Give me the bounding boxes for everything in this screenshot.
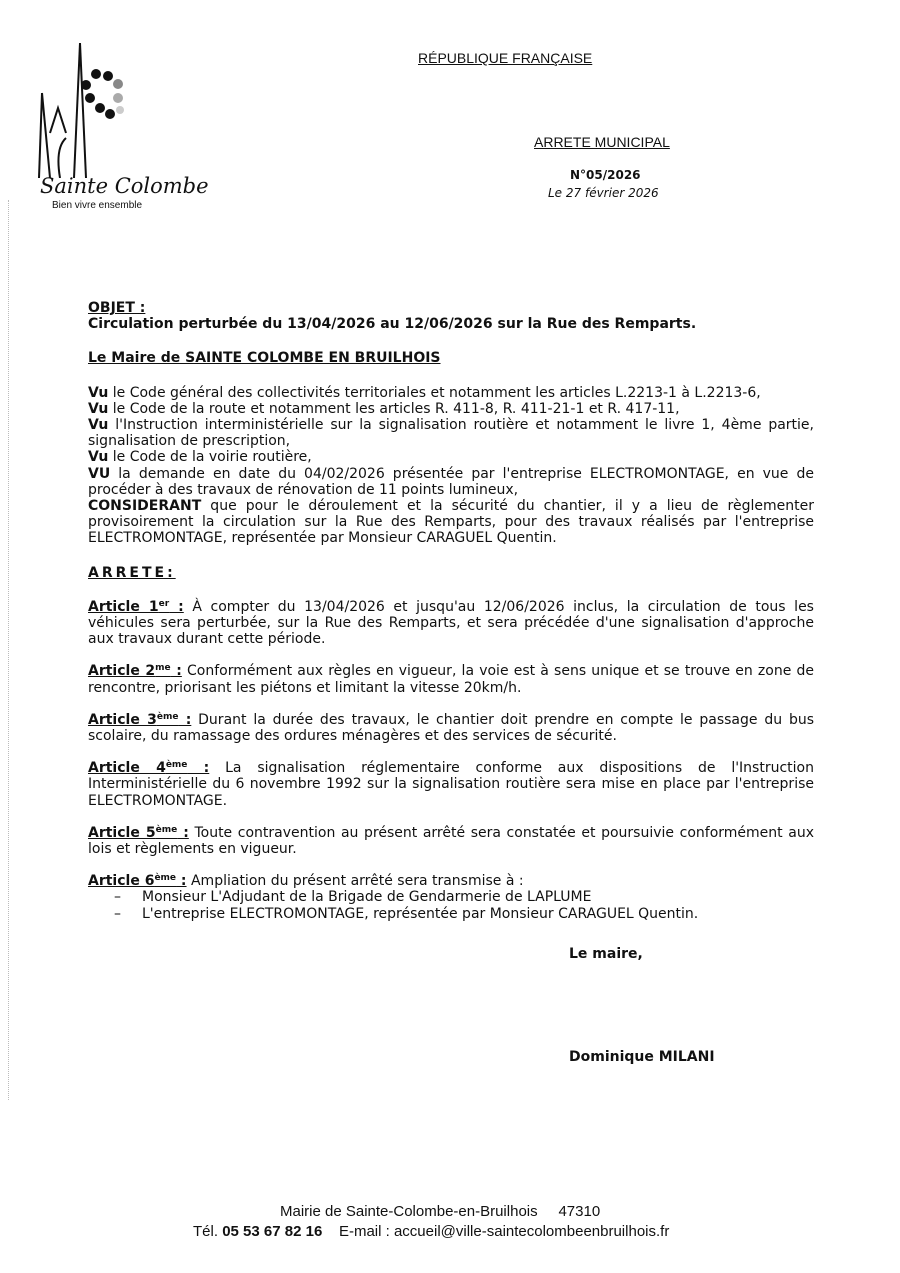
logo-name: Sainte Colombe bbox=[40, 174, 209, 198]
article-4 bbox=[88, 760, 814, 809]
visa-lead: Vu bbox=[88, 449, 109, 466]
document-body bbox=[88, 300, 814, 922]
scan-edge-line bbox=[8, 200, 10, 1100]
article-text: Toute contravention au présent arrêté sera constatée et poursuivie conformément aux lois et règlements en vigueur. bbox=[88, 824, 814, 858]
email-label: E-mail : bbox=[338, 1223, 390, 1240]
visa-line bbox=[88, 466, 814, 498]
objet-text: Circulation perturbée du 13/04/2026 au 12/06/2026 sur la Rue des Remparts. bbox=[88, 316, 697, 333]
signature-closing: Le maire, bbox=[569, 946, 643, 962]
article-label: Article 5ème : bbox=[88, 824, 189, 841]
destinataires-list bbox=[88, 889, 814, 921]
footer-postcode: 47310 bbox=[558, 1203, 601, 1220]
visa-lead: VU bbox=[88, 465, 111, 482]
tel-number: 05 53 67 82 16 bbox=[222, 1223, 323, 1240]
visas-block bbox=[88, 385, 814, 547]
article-text: Durant la durée des travaux, le chantier doit prendre en compte le passage du bus scolaire, du ramassage des ordures ménagères et des services de sécurité. bbox=[88, 711, 814, 745]
article-text: Conformément aux règles en vigueur, la voie est à sens unique et se trouve en zone de rencontre, priorisant les piétons et limitant la vitesse 20km/h. bbox=[88, 663, 814, 696]
article-label: Article 4ème : bbox=[88, 760, 210, 777]
list-item: – L'entreprise ELECTROMONTAGE, représentée par Monsieur CARAGUEL Quentin. bbox=[88, 906, 814, 922]
visa-text: la demande en date du 04/02/2026 présentée par l'entreprise ELECTROMONTAGE, en vue de procéder à des travaux de rénovation de 11 points lumineux, bbox=[88, 465, 814, 498]
republique-header: RÉPUBLIQUE FRANÇAISE bbox=[418, 50, 593, 66]
municipal-logo bbox=[30, 38, 209, 211]
arrete-title: ARRETE MUNICIPAL bbox=[534, 134, 670, 150]
visa-line bbox=[88, 417, 814, 449]
article-label: Article 3ème : bbox=[88, 711, 192, 728]
visa-lead: Vu bbox=[88, 384, 109, 401]
considerant-line bbox=[88, 498, 814, 547]
email-link[interactable]: accueil@ville-saintecolombeenbruilhois.fr bbox=[393, 1223, 670, 1240]
arrete-date: Le 27 février 2026 bbox=[548, 186, 659, 200]
article-2 bbox=[88, 663, 814, 695]
footer-address-text: Mairie de Sainte-Colombe-en-Bruilhois bbox=[280, 1203, 538, 1220]
article-5 bbox=[88, 825, 814, 857]
article-label: Article $2^{me}$ : bbox=[88, 663, 182, 680]
objet-label: OBJET : bbox=[88, 300, 146, 316]
visa-text: le Code général des collectivités territoriales et notamment les articles L.2213-1 à L.2213-6, bbox=[108, 384, 761, 401]
visa-line bbox=[88, 401, 814, 417]
signatory-name: Dominique MILANI bbox=[569, 1049, 715, 1065]
visa-line bbox=[88, 449, 814, 465]
visa-text: l'Instruction interministérielle sur la signalisation routière et notamment le livre 1, 4ème partie, signalisation de prescription, bbox=[88, 417, 814, 450]
article-label: Article 1er : bbox=[88, 598, 184, 615]
maire-heading: Le Maire de SAINTE COLOMBE EN BRUILHOIS bbox=[88, 350, 441, 367]
article-6 bbox=[88, 873, 814, 889]
logo-tagline: Bien vivre ensemble bbox=[52, 200, 143, 211]
list-item: – Monsieur L'Adjudant de la Brigade de Gendarmerie de LAPLUME bbox=[88, 889, 814, 905]
visa-line bbox=[88, 385, 814, 401]
article-text: À compter du 13/04/2026 et jusqu'au 12/06/2026 inclus, la circulation de tous les véhicules sera perturbée, sur la Rue des Remparts, et sera précédée d'une signalisation d'approche aux travaux durant cette période. bbox=[88, 598, 814, 648]
visa-lead: Vu bbox=[88, 417, 109, 434]
article-1 bbox=[88, 599, 814, 648]
article-text: La signalisation réglementaire conforme aux dispositions de l'Instruction Interministérielle du 6 novembre 1992 sur la signalisation routière sera mise en place par l'entreprise ELECTROMONTAGE. bbox=[88, 760, 814, 809]
visa-text: le Code de la voirie routière, bbox=[108, 449, 312, 466]
considerant-lead: CONSIDERANT bbox=[88, 498, 202, 515]
footer-address bbox=[280, 1203, 600, 1220]
article-text: Ampliation du présent arrêté sera transmise à : bbox=[186, 873, 524, 890]
church-logo-icon bbox=[30, 38, 200, 178]
considerant-text: que pour le déroulement et la sécurité du chantier, il y a lieu de règlementer provisoirement la circulation sur la Rue des Remparts, pour des travaux réalisés par l'entreprise ELECTROMONTAGE, représentée par Monsieur CARAGUEL Quentin. bbox=[88, 498, 814, 547]
article-label: Article 6ème : bbox=[88, 873, 187, 890]
arrete-label: ARRETE: bbox=[88, 564, 176, 581]
tel-label: Tél. bbox=[193, 1223, 219, 1240]
footer-contact bbox=[193, 1223, 669, 1240]
article-3 bbox=[88, 712, 814, 744]
visa-lead: Vu bbox=[88, 400, 109, 417]
visa-text: le Code de la route et notamment les articles R. 411-8, R. 411-21-1 et R. 417-11, bbox=[108, 400, 680, 417]
arrete-number: N°05/2026 bbox=[570, 168, 641, 182]
